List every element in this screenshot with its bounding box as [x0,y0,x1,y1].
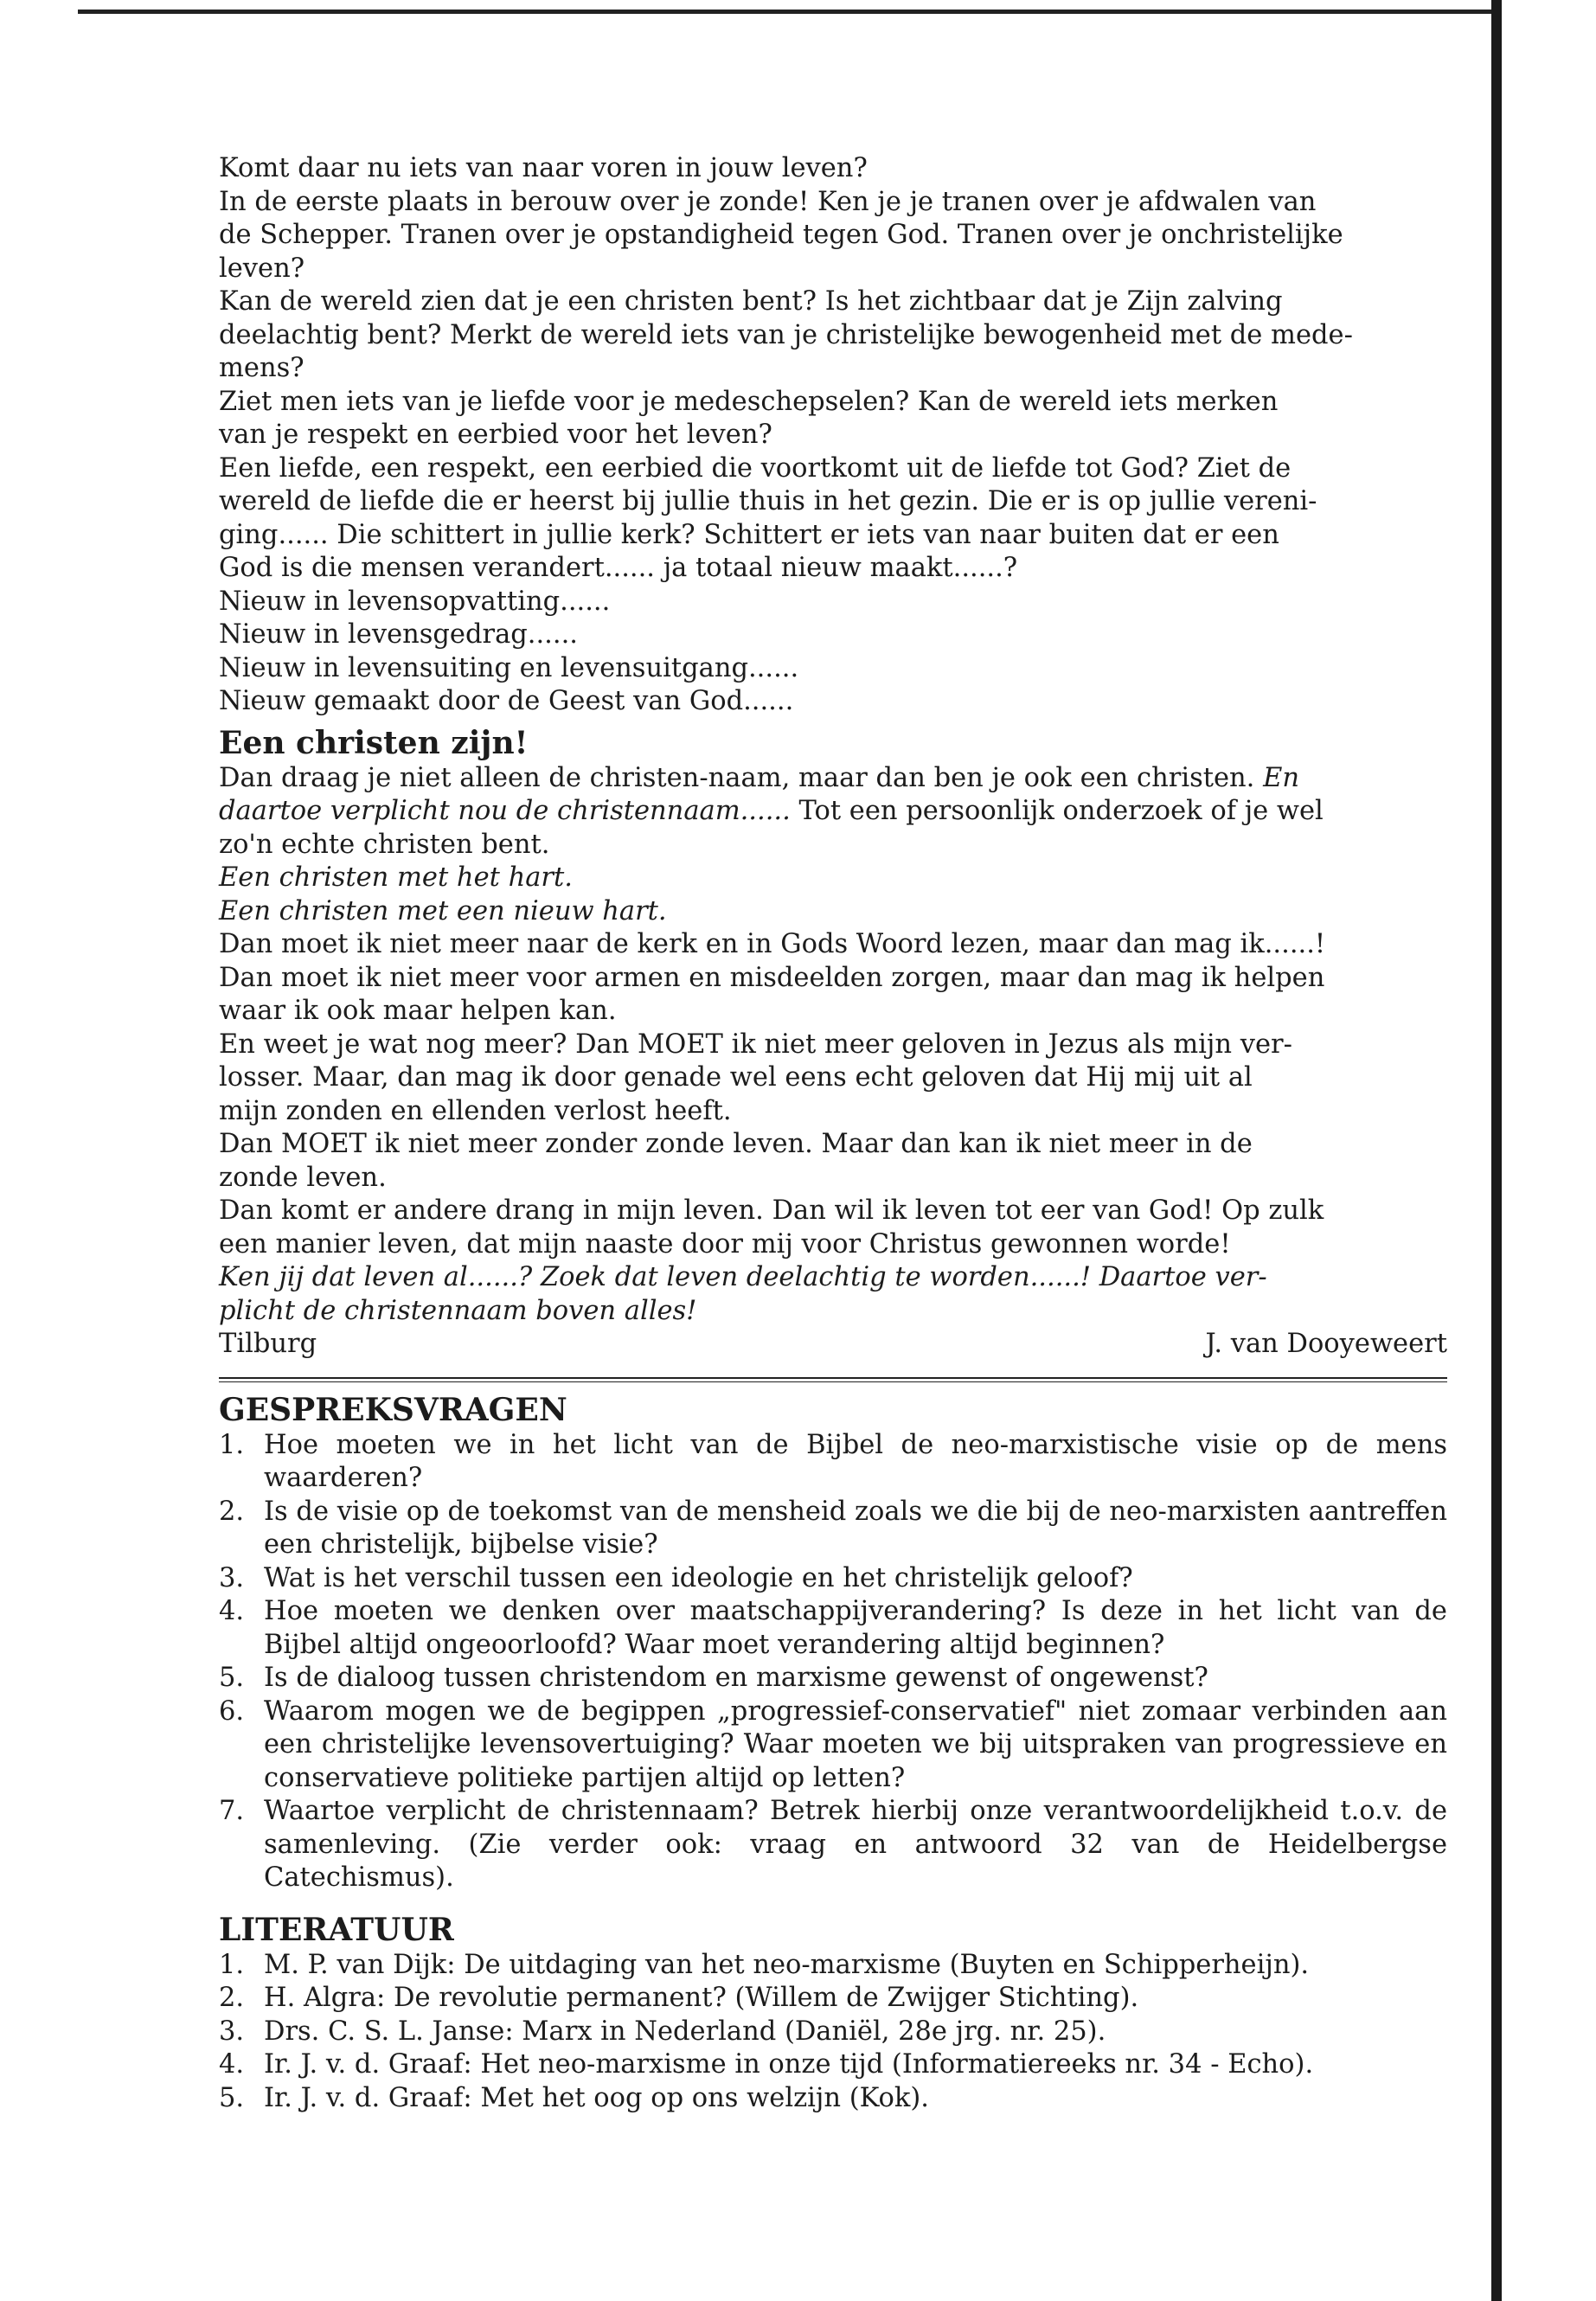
literature-item [219,1982,1447,2016]
question-number: 1. [219,1429,245,1460]
italic-line: Een christen met een nieuw hart. [219,895,667,926]
signature-row [219,1328,1447,1362]
text-line: Nieuw in levensopvatting...... [219,586,611,617]
question-item [219,1662,1447,1695]
article-body [219,152,1447,719]
question-number: 6. [219,1695,245,1727]
text-line: de Schepper. Tranen over je opstandigheid tegen God. Tranen over je onchristelijke [219,220,1343,250]
question-text: Wat is het verschil tussen een ideologie en het christelijk geloof? [264,1562,1133,1593]
literature-item [219,2048,1447,2082]
question-text: Is de visie op de toekomst van de mensheid zoals we die bij de neo-marxisten aantreffen een christelijk, bijbelse visie? [264,1496,1447,1560]
italic-line: plicht de christennaam boven alles! [219,1295,697,1326]
question-text: Is de dialoog tussen christendom en marxisme gewenst of ongewenst? [264,1663,1208,1693]
text-line: ging...... Die schittert in jullie kerk? Schittert er iets van naar buiten dat er een [219,519,1279,550]
question-item [219,1496,1447,1562]
text-line: deelachtig bent? Merkt de wereld iets van je christelijke bewogenheid met de mede- [219,319,1353,350]
question-number: 7. [219,1796,245,1826]
questions-list [219,1429,1447,1895]
place-name: Tilburg [219,1329,317,1359]
text-line: In de eerste plaats in berouw over je zonde! Ken je je tranen over je afdwalen van [219,186,1317,217]
literature-text: Drs. C. S. L. Janse: Marx in Nederland (Daniël, 28e jrg. nr. 25). [264,2016,1106,2047]
literature-heading: LITERATUUR [219,1911,454,1948]
question-number: 5. [219,1663,245,1693]
text-line: Een liefde, een respekt, een eerbied die voortkomt uit de liefde tot God? Ziet de [219,452,1292,484]
text-line: waar ik ook maar helpen kan. [219,996,617,1026]
text-line: Nieuw in levensgedrag...... [219,619,578,650]
text-line: Nieuw gemaakt door de Geest van God...... [219,686,794,716]
literature-item [219,2016,1447,2049]
question-number: 2. [219,1496,245,1527]
italic-line: Ken jij dat leven al......? Zoek dat leven deelachtig te worden......! Daartoe ver- [219,1262,1267,1292]
text-line: leven? [219,253,305,284]
italic-span: daartoe verplicht nou de christennaam...... [219,796,791,826]
text-line: Kan de wereld zien dat je een christen bent? Is het zichtbaar dat je Zijn zalving [219,286,1283,317]
question-item [219,1695,1447,1796]
page-content [219,152,1447,2115]
literature-number: 4. [219,2049,245,2080]
text-line: Nieuw in levensuiting en levensuitgang...... [219,652,799,683]
section-heading: Een christen zijn! [219,724,529,761]
literature-text: Ir. J. v. d. Graaf: Met het oog op ons welzijn (Kok). [264,2082,929,2113]
text-line [219,762,1447,796]
text-line: God is die mensen verandert...... ja totaal nieuw maakt......? [219,553,1018,583]
text-line [219,795,1447,829]
text-line: van je respekt en eerbied voor het leven? [219,420,772,450]
right-scan-edge [1491,0,1502,2301]
literature-text: H. Algra: De revolutie permanent? (Willem de Zwijger Stichting). [264,1983,1139,2013]
text-line: zonde leven. [219,1162,387,1193]
question-text: Hoe moeten we in het licht van de Bijbel de neo-marxistische visie op de mens waarderen? [264,1429,1447,1493]
text-line: een manier leven, dat mijn naaste door mij voor Christus gewonnen worde! [219,1228,1231,1259]
question-text: Waarom mogen we de begippen „progressief-conservatief" niet zomaar verbinden aan een christelijke levensovertuiging? Waar moeten we bij uitspraken van progressieve en conservatieve politieke partijen altijd op letten? [264,1695,1447,1793]
question-text: Waartoe verplicht de christennaam? Betrek hierbij onze verantwoordelijkheid t.o.v. de samenleving. (Zie verder ook: vraag en antwoord 32 van de Heidelbergse Catechismus). [264,1796,1447,1893]
text-line: mijn zonden en ellenden verlost heeft. [219,1095,732,1126]
literature-number: 1. [219,1949,245,1980]
literature-number: 2. [219,1983,245,2013]
text-line: wereld de liefde die er heerst bij jullie thuis in het gezin. Die er is op jullie vereni- [219,486,1317,516]
question-number: 3. [219,1562,245,1593]
literature-item [219,2082,1447,2116]
text-line: mens? [219,353,304,383]
italic-line: Een christen met het hart. [219,862,573,893]
question-item [219,1429,1447,1496]
text-line: En weet je wat nog meer? Dan MOET ik niet meer geloven in Jezus als mijn ver- [219,1029,1292,1060]
author-name: J. van Dooyeweert [1205,1329,1447,1359]
section-body [219,762,1447,1362]
literature-item [219,1949,1447,1983]
top-border-rule [78,10,1497,14]
text-line: losser. Maar, dan mag ik door genade wel eens echt geloven dat Hij mij uit al [219,1062,1253,1093]
text-line: Dan komt er andere drang in mijn leven. Dan wil ik leven tot eer van God! Op zulk [219,1195,1324,1226]
text-line: Dan MOET ik niet meer zonder zonde leven. Maar dan kan ik niet meer in de [219,1129,1253,1159]
literature-text: M. P. van Dijk: De uitdaging van het neo-marxisme (Buyten en Schipperheijn). [264,1949,1310,1980]
text-span: Tot een persoonlijk onderzoek of je wel [790,796,1324,826]
question-text: Hoe moeten we denken over maatschappijverandering? Is deze in het licht van de Bijbel altijd ongeoorloofd? Waar moet verandering altijd beginnen? [264,1596,1447,1660]
text-line: Komt daar nu iets van naar voren in jouw leven? [219,153,868,183]
italic-span: En [1254,762,1299,793]
literature-text: Ir. J. v. d. Graaf: Het neo-marxisme in onze tijd (Informatiereeks nr. 34 - Echo). [264,2049,1314,2080]
text-line: Ziet men iets van je liefde voor je medeschepselen? Kan de wereld iets merken [219,386,1279,417]
literature-list [219,1949,1447,2116]
question-item [219,1795,1447,1895]
question-number: 4. [219,1596,245,1626]
section-divider [219,1377,1447,1382]
text-line: zo'n echte christen bent. [219,829,550,860]
text-line: Dan moet ik niet meer voor armen en misdeelden zorgen, maar dan mag ik helpen [219,962,1325,993]
questions-heading: GESPREKSVRAGEN [219,1391,567,1428]
question-item [219,1595,1447,1662]
literature-number: 5. [219,2082,245,2113]
text-line: Dan moet ik niet meer naar de kerk en in Gods Woord lezen, maar dan mag ik......! [219,929,1326,959]
literature-number: 3. [219,2016,245,2047]
question-item [219,1562,1447,1596]
text-span: Dan draag je niet alleen de christen-naam, maar dan ben je ook een christen. [219,762,1255,793]
